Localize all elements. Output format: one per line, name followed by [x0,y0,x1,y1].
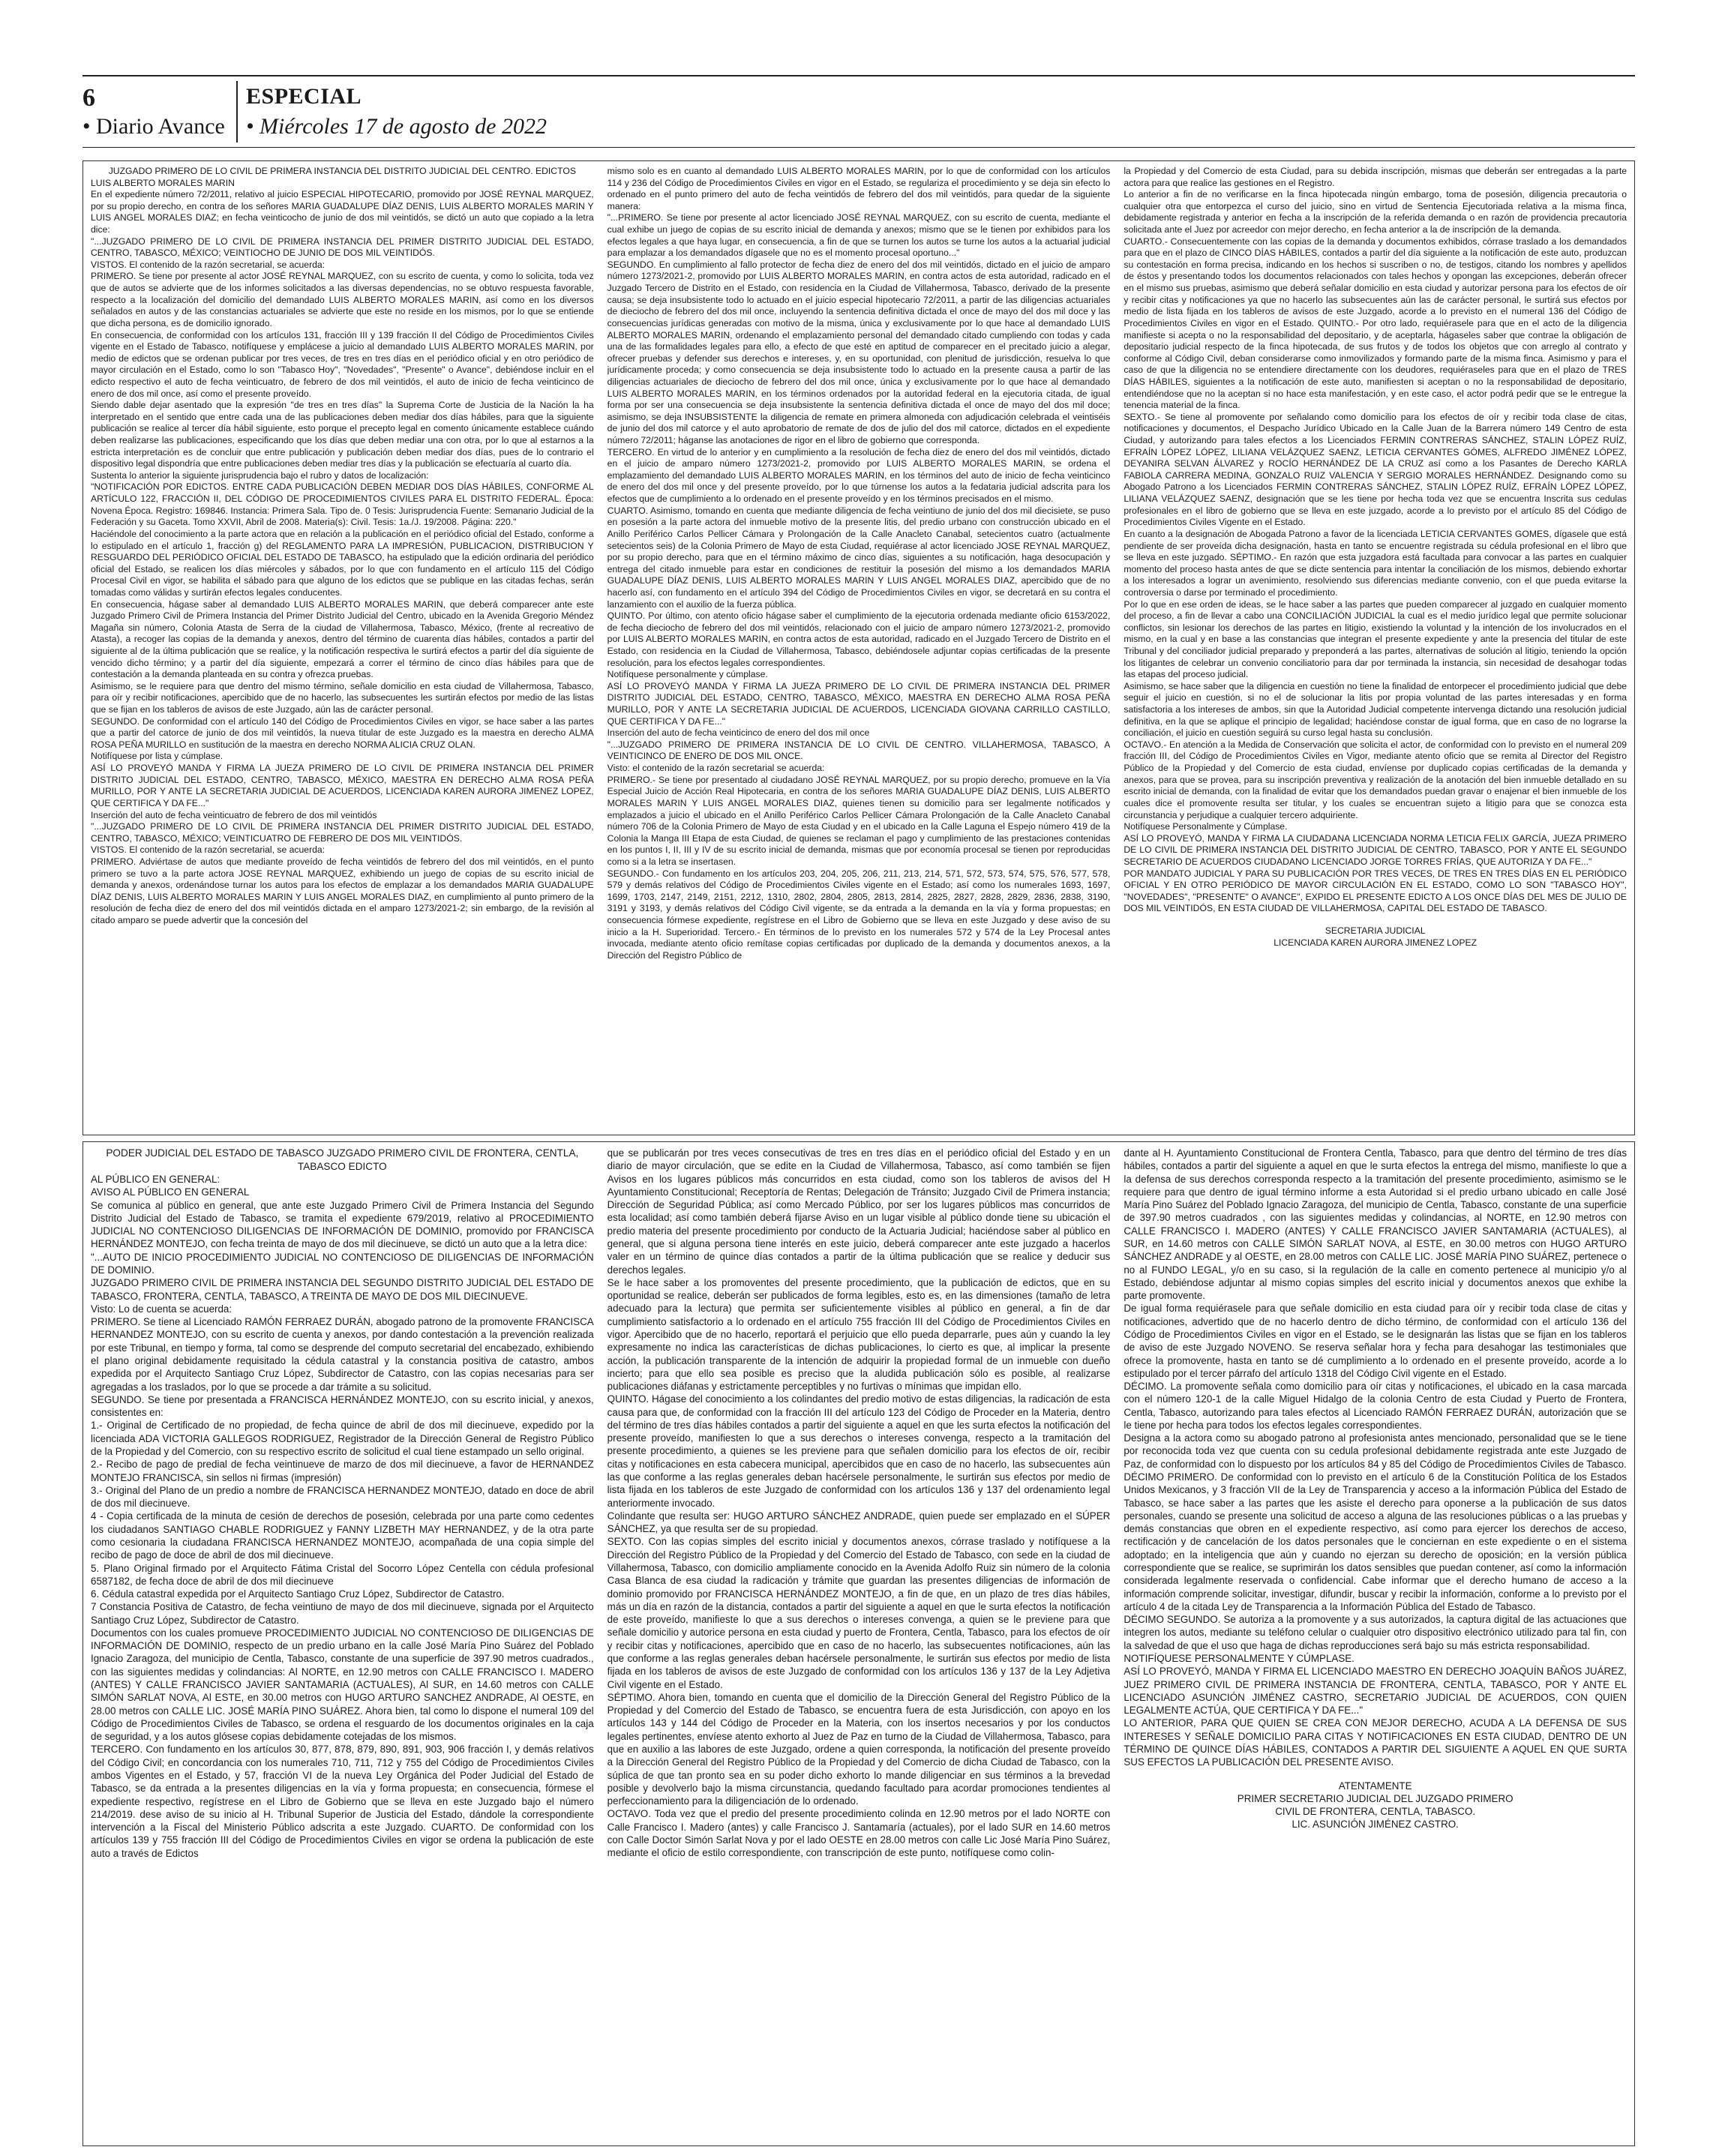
edict-paragraph: DÉCIMO SEGUNDO. Se autoriza a la promovente y a sus autorizados, la captura digital de las actuaciones que integren los autos, mediante su teléfono celular o cualquier otro dispositivo electrónico utilizado para tal fin, con la salvedad de que el uso que haga de dichas reproducciones será bajo su más estricta responsabilidad. [1124,1614,1628,1651]
edict-paragraph: TERCERO. En virtud de lo anterior y en cumplimiento a la resolución de fecha diez de enero del dos mil veintidós, dictado en el juicio de amparo número 1273/2021-2, promovido por LUIS ALBERTO MORALES MARIN, se ordena el emplazamiento del demandado LUIS ALBERTO MORALES MARIN, en los términos del auto de inicio de fecha veinticinco de enero del dos mil once y del presente proveído, por lo que túrnense los autos a la fedataria judicial adscrita para los efectos que de cumplimiento a lo ordenado en el presente proveído y en los términos precisados en el mismo. [607,446,1111,505]
edict-morales-marin [82,160,1635,1135]
edict-paragraph: Inserción del auto de fecha veinticinco de enero del dos mil once [607,727,870,739]
edict-paragraph: Notifíquese personalmente y cúmplase. [607,669,768,680]
edict-paragraph: ASÍ LO PROVEYÓ MANDA Y FIRMA LA JUEZA PRIMERO DE LO CIVIL DE PRIMERA INSTANCIA DEL PRIMER DISTRITO JUDICIAL DEL ESTADO, CENTRO, TABASCO, MÉXICO, MAESTRA EN DERECHO ALMA ROSA PEÑA MURILLO, POR Y ANTE LA SECRETARIA JUDICIAL DE ACUERDOS, LICENCIADA GIOVANA CARRILLO CASTILLO, QUE CERTIFICA Y DA FE..." [607,680,1111,727]
edict-paragraph: JUZGADO PRIMERO CIVIL DE PRIMERA INSTANCIA DEL SEGUNDO DISTRITO JUDICIAL DEL ESTADO DE TABASCO, FRONTERA, CENTLA, TABASCO, A TREINTA DE MAYO DE DOS MIL DIECINUEVE. [91,1277,594,1302]
edict-paragraph: SEGUNDO. En cumplimiento al fallo protector de fecha diez de enero del dos mil veintidós, dictado en el juicio de amparo número 1273/2021-2, promovido por LUIS ALBERTO MORALES MARIN, en contra actos de esta autoridad, radicado en el Juzgado Tercero de Distrito en el Estado, con residencia en la Ciudad de Villahermosa, Tabasco, derivado de la presente causa; se deja insubsistente todo lo actuado en el juicio especial hipotecario 72/2011, a partir de las diligencias actuariales de dieciocho de febrero del dos mil once, incluyendo la sentencia definitiva dictada el once de mayo del dos mil doce y las consecuencias jurídicas generadas con motivo de la misma, única y exclusivamente por lo que hace al demandado LUIS ALBERTO MORALES MARIN, ordenando el emplazamiento personal del demandado citado cumpliendo con todas y cada una de las formalidades legales para ello, a efecto de que esté en aptitud de comparecer en el precitado juicio a alegar, ofrecer pruebas y defender sus derechos e intereses, y, en su oportunidad, con plenitud de jurisdicción, resuelva lo que jurídicamente proceda; y como consecuencia se deja insubsistente todo lo actuado en la presente causa a partir de las diligencias actuariales de dieciocho de febrero del dos mil once, única y exclusivamente por lo que hace al demandado LUIS ALBERTO MORALES MARIN, en los términos ordenados por la autoridad federal en la ejecutoria citada, de igual forma por ser una consecuencia se deja insubsistente la sentencia definitiva dictada el once de mayo del dos mil doce; asimismo, se deja INSUBSISTENTE la diligencia de remate en primera almoneda con adjudicación celebrada el veintiséis de junio del dos mil catorce y el auto aprobatorio de remate de dos de julio del dos mil catorce, dictados en el expediente número 72/2011; háganse las anotaciones de rigor en el libro de gobierno que corresponda. [607,259,1111,446]
edict-bottom-column-1 [91,1147,594,2141]
signature-block [1124,1780,1627,1831]
edict-top-column-1 [91,166,594,1130]
edict-paragraph: Documentos con los cuales promueve PROCEDIMIENTO JUDICIAL NO CONTENCIOSO DE DILIGENCIAS DE INFORMACIÓN DE DOMINIO, respecto de un predio urbano en la calle José María Pino Suárez del Poblado Ignacio Zaragoza, del municipio de Centla, Tabasco, constante de una superficie de 397.90 metros cuadrados., con las siguientes medidas y colindancias: Al NORTE, en 12.90 metros con CALLE FRANCISCO I. MADERO (ANTES) Y CALLE FRANCISCO JAVIER SANTAMARIA (ACTUALES), Al SUR, en 14.60 metros con CALLE SIMÓN SARLAT NOVA, Al ESTE, en 30.00 metros con HUGO ARTURO SANCHEZ ANDRADE, Al OESTE, en 28.00 metros con CALLE LIC. JOSÉ MARÍA PINO SUÁREZ. Ahora bien, tal como lo dispone el numeral 109 del Código de Procedimientos Civiles de Tabasco, se ordena el resguardo de los documentos originales en la caja de seguridad, y a los autos glósese copias debidamente cotejadas de los mismos. [91,1627,594,1743]
edict-heading: PODER JUDICIAL DEL ESTADO DE TABASCO JUZGADO PRIMERO CIVIL DE FRONTERA, CENTLA, TABASCO EDICTO [106,1147,579,1172]
edict-paragraph: 2.- Recibo de pago de predial de fecha veintinueve de marzo de dos mil diecinueve, a favor de HERNANDEZ MONTEJO FRANCISCA, sin sellos ni firmas (impresión) [91,1459,594,1483]
edict-paragraph: "...JUZGADO PRIMERO DE LO CIVIL DE PRIMERA INSTANCIA DEL PRIMER DISTRITO JUDICIAL DEL ESTADO, CENTRO, TABASCO, MÉXICO; VEINTIOCHO DE JUNIO DE DOS MIL VEINTIDÓS. [91,235,594,259]
edict-paragraph: TERCERO. Con fundamento en los artículos 30, 877, 878, 879, 890, 891, 903, 906 fracción I, y demás relativos del Código Civil; en concordancia con los numerales 710, 711, 712 y 755 del Código de Procedimientos Civiles ambos Vigentes en el Estado, y 57, fracción VI de la nueva Ley Orgánica del Poder Judicial del Estado de Tabasco, se da entrada a la presentes diligencias en la vía y forma propuesta; en consecuencia, fórmese el expediente respectivo, regístrese en el Libro de Gobierno que se lleva en este Juzgado bajo el número 214/2019. dese aviso de su inicio al H. Tribunal Superior de Justicia del Estado, dándole la correspondiente intervención a la Fiscal del Ministerio Público adscrita a este Juzgado. CUARTO. De conformidad con los artículos 139 y 755 fracción III del Código de Procedimientos Civiles en vigor se ordena la publicación de este auto a través de Edictos [91,1744,594,1859]
edict-paragraph: "...PRIMERO. Se tiene por presente al actor licenciado JOSÉ REYNAL MARQUEZ, con su escrito de cuenta, mediante el cual exhibe un juego de copias de su escrito inicial de demanda y anexos; mismo que se le tienen por exhibidos para los efectos legales a que haya lugar, en consecuencia, a fin de que se turnen los autos se turne los autos a la actuarial judicial para emplazar a los demandados dígasele que no es el momento procesal oportuno..." [607,212,1111,259]
edict-paragraph: SEGUNDO. Se tiene por presentada a FRANCISCA HERNÁNDEZ MONTEJO, con su escrito inicial, y anexos, consistentes en: [91,1393,594,1419]
edict-paragraph: Asimismo, se le requiere para que dentro del mismo término, señale domicilio en esta ciudad de Villahermosa, Tabasco, para oír y recibir notificaciones, apercibido que de no hacerlo, las subsecuentes les surtirán efectos por medio de las listas que se fijan en los tableros de avisos de este Juzgado, aún las de carácter personal. [91,680,594,715]
edict-paragraph: Designa a la actora como su abogado patrono al profesionista antes mencionado, personalidad que se le tiene por reconocida toda vez que cuenta con su cedula profesional debidamente registrada ante este Juzgado de Paz, de conformidad con lo dispuesto por los artículos 84 y 85 del Código de Procedimientos Civiles de Tabasco. [1124,1432,1628,1470]
edict-paragraph: DÉCIMO PRIMERO. De conformidad con lo previsto en el artículo 6 de la Constitución Política de los Estados Unidos Mexicanos, y 3 fracción VII de la Ley de Transparencia y acceso a la información Pública del Estado de Tabasco, se hace saber a las partes que les asiste el derecho para oponerse a la publicación de sus datos personales, cuando se presente una solicitud de acceso a alguna de las resoluciones públicas o a las pruebas y demás constancias que obren en el expediente respectivo, así como para ejercer los derechos de acceso, rectificación y de cancelación de los datos personales que le conciernan en este expediente o en el sistema adoptado; en la inteligencia que aún y cuando no ejerzan su derecho de oposición; en la versión pública correspondiente que se realice, se suprimirán los datos sensibles que puedan contener, así como la información considerada legalmente reservada o confidencial. Cabe informar que el derecho humano de acceso a la información comprende solicitar, investigar, difundir, buscar y recibir la información, conforme a lo previsto por el artículo 4 de la citada Ley de Transparencia a la Información Pública del Estado de Tabasco. [1124,1471,1628,1612]
edict-paragraph: En cuanto a la designación de Abogada Patrono a favor de la licenciada LETICIA CERVANTES GOMES, dígasele que está pendiente de ser proveída dicha designación, hasta en tanto se encuentre registrada su cédula profesional en el libro que se lleva en este juzgado. SÉPTIMO.- En razón que esta juzgadora está facultada para convocar a las partes en cualquier momento del proceso hasta antes de que se dicte sentencia para intentar la conciliación de los mismos, debiendo exhortar a los interesados a lograr un avenimiento, resolviendo sus diferencias mediante convenio, con el que pueda evitarse la controversia o darse por terminado el procedimiento. [1124,528,1628,598]
edict-paragraph: POR MANDATO JUDICIAL Y PARA SU PUBLICACIÓN POR TRES VECES, DE TRES EN TRES DÍAS EN EL PERIÓDICO OFICIAL Y EN OTRO PERIÓDICO DE MAYOR CIRCULACIÓN EN EL ESTADO, COMO LO SON "TABASCO HOY", "NOVEDADES", "PRESENTE" O AVANCE", EXPIDO EL PRESENTE EDICTO A LOS ONCE DÍAS DEL MES DE JULIO DE DOS MIL VEINTIDÓS, EN ESTA CIUDAD DE VILLAHERMOSA, CAPITAL DEL ESTADO DE TABASCO. [1124,868,1628,914]
page-number: 6 [82,84,95,112]
newspaper-name: • Diario Avance [82,114,225,139]
page-header [82,75,1635,150]
edict-paragraph: 5. Plano Original firmado por el Arquitecto Fátima Cristal del Socorro López Centella con cédula profesional 6587182, de fecha doce de abril de dos mil diecinueve [91,1562,594,1587]
edict-paragraph: 7 Constancia Positiva de Catastro, de fecha veintiuno de mayo de dos mil diecinueve, signada por el Arquitecto Santiago Cruz López, Subdirector de Catastro. [91,1601,594,1626]
edict-paragraph: SEXTO. Con las copias simples del escrito inicial y documentos anexos, córrase traslado y notifíquese a la Dirección del Registro Público de la Propiedad y del Comercio del Estado de Tabasco, con sede en la ciudad de Villahermosa, Tabasco, con domicilio ampliamente conocido en la Avenida Adolfo Ruiz sin número de la colonia Casa Blanca de esa ciudad la radicación y trámite que guardan las presentes diligencias de información de dominio promovido por FRANCISCA HERNÁNDEZ MONTEJO, a fin de que, en un plazo de tres días hábiles, más un día en razón de la distancia, contados a partir del siguiente a aquel en que le surta efectos la notificación de este proveído, manifieste lo que a sus derechos o intereses convenga, a quien se le previene para que señale domicilio y autorice persona en esta ciudad y puerto de Frontera, Centla, Tabasco, para los efectos de oír y recibir citas y notificaciones, apercibido que en caso de no hacerlo, las subsecuentes notificaciones, aún las que conforme a las reglas generales deban hacérsele personalmente, le surtirán sus efectos por medio de lista fijada en los tableros de avisos de este Juzgado de conformidad con los artículos 136 y 137 de la Ley Adjetiva Civil vigente en el Estado. [607,1536,1111,1690]
signature-line: CIVIL DE FRONTERA, CENTLA, TABASCO. [1275,1806,1476,1818]
edict-paragraph: mismo solo es en cuanto al demandado LUIS ALBERTO MORALES MARIN, por lo que de conformidad con los artículos 114 y 236 del Código de Procedimientos Civiles en vigor en el Estado, se regulariza el procedimiento y se deja sin efecto lo ordenado en el punto primero del auto de fecha veintidós de febrero del dos mil veintidós, para quedar de la siguiente manera: [607,166,1111,211]
edict-paragraph: Sustenta lo anterior la siguiente jurisprudencia bajo el rubro y datos de localización: [91,469,429,481]
edict-paragraph: ASÍ LO PROVEYÓ MANDA Y FIRMA LA JUEZA PRIMERO DE LO CIVIL DE PRIMERA INSTANCIA DEL PRIMER DISTRITO JUDICIAL DEL ESTADO, CENTRO, TABASCO, MÉXICO, MAESTRA EN DERECHO ALMA ROSA PEÑA MURILLO, POR Y ANTE LA SECRETARIA JUDICIAL DE ACUERDOS, LICENCIADA KAREN AURORA JIMENEZ LOPEZ, QUE CERTIFICA Y DA FE..." [91,763,594,808]
header-top-rule [82,75,1635,76]
edict-paragraph: 4 - Copia certificada de la minuta de cesión de derechos de posesión, celebrada por una parte como cedentes los ciudadanos SANTIAGO CHABLE RODRIGUEZ y FANNY LIZBETH MAY HERNANDEZ, y de la otra parte como cesionaria la ciudadana FRANCISCA HERNANDEZ MONTEJO, acompañada de una copia simple del recibo de pago de doce de abril de dos mil diecinueve. [91,1510,594,1561]
edict-paragraph: 1.- Original de Certificado de no propiedad, de fecha quince de abril de dos mil diecinueve, expedido por la licenciada ADA VICTORIA GALLEGOS RODRIGUEZ, Registrador de la Dirección General de Registro Público de la Propiedad y del Comercio, con su respectivo escrito de solicitud el cual tiene estampado un sello original. [91,1420,594,1457]
edict-paragraph: Siendo dable dejar asentado que la expresión "de tres en tres días" la Suprema Corte de Justicia de la Nación la ha interpretado en el sentido que entre cada una de las publicaciones deben mediar dos días hábiles, para que la siguiente publicación se realice al tercer día hábil siguiente, esto porque el precepto legal en comento únicamente establece cuándo deben realizarse las publicaciones, especificando que los días que deben mediar una con otra, por lo que al estarnos a la estricta interpretación es de concluir que entre publicación y publicación deben mediar dos días, pues de lo contrario el dispositivo legal dispondría que entre publicaciones deben mediar tres días y la publicación se efectuaría al cuarto día. [91,400,594,469]
edict-bottom-column-3 [1124,1147,1627,2141]
edict-paragraph: "...AUTO DE INICIO PROCEDIMIENTO JUDICIAL NO CONTENCIOSO DE DILIGENCIAS DE INFORMACIÓN DE DOMINIO. [91,1251,594,1276]
edict-paragraph: CUARTO. Asimismo, tomando en cuenta que mediante diligencia de fecha veintiuno de junio del dos mil diecisiete, se puso en posesión a la parte actora del inmueble motivo de la presente litis, del predio urbano con construcción ubicado en el Anillo Periférico Carlos Pellicer Cámara y Prolongación de la Calle Anacleto Canabal, setecientos cuatro (actualmente setecientos seis) de la Colonia Primero de Mayo de esta Ciudad, requiérase al actor licenciado JOSE REYNAL MARQUEZ, por su propio derecho, para que en el término máximo de cinco días, siguientes a su notificación, haga desocupación y entrega del citado inmueble para estar en condiciones de restituir la posesión del mismo a los demandados MARIA GUADALUPE DÍAZ DENIS, LUIS ALBERTO MORALES MARIN Y LUIS ANGEL MORALES DIAZ, apercibido que de no hacerlo así, con fundamento en el artículo 394 del Código de Procedimientos Civiles en vigor, se decretará en su contra el lanzamiento con el auxilio de la fuerza pública. [607,505,1111,610]
edict-paragraph: De igual forma requiérasele para que señale domicilio en esta ciudad para oír y recibir toda clase de citas y notificaciones, advertido que de no hacerlo dentro de dicho término, de conformidad con el artículo 136 del Código de Procedimientos Civiles en vigor en el Estado, se le designarán las listas que se fijan en los tableros de aviso de este Juzgado NOVENO. Se reserva señalar hora y fecha para desahogar las testimoniales que ofrece la promovente, hasta en tanto se dé cumplimiento a lo ordenado en el presente proveído, acorde a lo estipulado por el tercer párrafo del artículo 1318 del Código Civil vigente en el Estado. [1124,1303,1628,1379]
edict-paragraph: AVISO AL PÚBLICO EN GENERAL [91,1186,250,1198]
edict-paragraph: PRIMERO. Se tiene al Licenciado RAMÓN FERRAEZ DURÁN, abogado patrono de la promovente FRANCISCA HERNANDEZ MONTEJO, con su escrito de cuenta y anexos, por dando contestación a la prevención realizada por este Tribunal, en tiempo y forma, tal como se desprende del computo secretarial del encabezado, exhibiendo el plano original debidamente requisitado la cédula catastral y la constancia positiva de catastro, ambos expedida por el Arquitecto Santiago Cruz López, Subdirector de Catastro, con las copias necesarias para ser agregadas a los traslados, por lo que se procede a dar trámite a su solicitud. [91,1316,594,1393]
edict-paragraph: AL PÚBLICO EN GENERAL: [91,1174,220,1186]
edict-bottom-column-2 [608,1147,1111,2141]
edict-paragraph: dante al H. Ayuntamiento Constitucional de Frontera Centla, Tabasco, para que dentro del término de tres días hábiles, contados a partir del siguiente a aquel en que le surta efectos la entrega del mismo, manifieste lo que a la defensa de sus derechos corresponda respecto a la tramitación del presente procedimiento, asimismo se le requiere para que dentro de igual término informe a esta Autoridad si el predio urbano ubicado en calle José María Pino Suárez del Poblado Ignacio Zaragoza, del municipio de Centla, Tabasco, constante de una superficie de 397.90 metros cuadrados , con las siguientes medidas y colindancias, al NORTE, en 12.90 metros con CALLE FRANCISCO I. MADERO (ANTES) Y CALLE FRANCISCO JAVIER SANTAMARIA (ACTUALES), al SUR, en 14.60 metros con CALLE SIMÓN SARLAT NOVA, al ESTE, en 30.00 metros con HUGO ARTURO SÁNCHEZ ANDRADE y al OESTE, en 28.00 metros con CALLE LIC. JOSÉ MARÍA PINO SUÁREZ, pertenece o no al FUNDO LEGAL, y/o en su caso, si la regulación de la calle en comento pertenece al municipio y/o al Estado, debiéndose adjuntar al mismo copias simples del escrito inicial y documentos anexos que exhibe la parte promovente. [1124,1147,1628,1302]
signature-line: PRIMER SECRETARIO JUDICIAL DEL JUZGADO PRIMERO [1237,1792,1514,1804]
signature-line: LIC. ASUNCIÓN JIMÉNEZ CASTRO. [1292,1819,1459,1831]
signature-line: ATENTAMENTE [1338,1780,1412,1792]
edict-paragraph: 3.- Original del Plano de un predio a nombre de FRANCISCA HERNANDEZ MONTEJO, datado en doce de abril de dos mil diecinueve. [91,1484,594,1510]
edict-paragraph: Se le hace saber a los promoventes del presente procedimiento, que la publicación de edictos, que en su oportunidad se realice, deberán ser publicados de forma legibles, esto es, en las dimensiones (tamaño de letra adecuado para la lectura) que permita ser suficientemente visibles al público en general, a fin de dar cumplimiento satisfactorio a lo ordenado en el artículo 755 fracción III del Código de Procedimientos Civiles en vigor. Apercibido que de no hacerlo, reportará el perjuicio que ello pueda deparrarle, pues aún y cuando la ley expresamente no indica las características de dichas publicaciones, lo cierto es que, al implicar la presente acción, la publicación transparente de la intención de adquirir la propiedad formal de un inmueble con dueño incierto; para que ello sea posible es preciso que la aludida publicación sólo es posible, al realizarse publicaciones diáfanas y estrictamente perceptibles y no furtivas o mínimas que impidan ello. [607,1276,1111,1393]
edict-paragraph: En el expediente número 72/2011, relativo al juicio ESPECIAL HIPOTECARIO, promovido por JOSÉ REYNAL MARQUEZ, por su propio derecho, en contra de los señores MARIA GUADALUPE DÍAZ DENIS, LUIS ALBERTO MORALES MARIN Y LUIS ANGEL MORALES DIAZ; en fecha veinticocho de junio de dos mil veintidós, se dictó un auto que copiado a la letra dice: [91,189,594,235]
edict-paragraph: OCTAVO.- En atención a la Medida de Conservación que solicita el actor, de conformidad con lo previsto en el numeral 209 fracción III, del Código de Procedimientos Civiles en Vigor, mediante atento oficio que se remita al Director del Registro Público de la Propiedad y del Comercio de esta ciudad, envíense por duplicado copias certificadas de la demanda y anexos, para que se provea, para su inscripción preventiva y realización de la anotación del bien inmueble detallado en su escrito inicial de demanda, con la finalidad de evitar que los demandados puedan gravar o enajenar el bien inmueble de los cuales dice el promovente resulta ser titular, y los cuales se encuentran sujeto a litigio para que se conozca esta circunstancia y perjudique a cualquier tercero adquiriente. [1124,739,1628,820]
edict-paragraph: Inserción del auto de fecha veinticuatro de febrero de dos mil veintidós [91,809,377,820]
edict-paragraph: Se comunica al público en general, que ante este Juzgado Primero Civil de Primera Instancia del Segundo Distrito Judicial del Estado de Tabasco, se tramita el expediente 679/2019, relativo al PROCEDIMIENTO JUDICIAL NO CONTENCIOSO DILIGENCIAS DE INFORMACIÓN DE DOMINIO, promovido por FRANCISCA HERNÁNDEZ MONTEJO, con fecha treinta de mayo de dos mil diecinueve, se dictó un auto que a la letra dice: [91,1199,594,1250]
edict-paragraph: En consecuencia, hágase saber al demandado LUIS ALBERTO MORALES MARIN, que deberá comparecer ante este Juzgado Primero Civil de Primera Instancia del Primer Distrito Judicial del Centro, ubicado en la Avenida Gregorio Méndez Magaña sin número, Colonia Atasta de Serra de la ciudad de Villahermosa, Tabasco, México, (frente al recreativo de Atasta), a recoger las copias de la demanda y anexos, dentro del término de cuarenta días hábiles, contados a partir del siguiente al de la última publicación que se realice, y la notificación respectiva le surtirá efectos a partir del día siguiente de vencido dicho término; y a partir del día siguiente, empezará a correr el término de cinco días hábiles para que de contestación a la demanda planteada en su contra y ofrezca pruebas. [91,598,594,680]
signature-line: LICENCIADA KAREN AURORA JIMENEZ LOPEZ [1274,937,1478,948]
edict-paragraph: Colindante que resulta ser: HUGO ARTURO SÁNCHEZ ANDRADE, quien puede ser emplazado en el SÚPER SÁNCHEZ, ya que resulta ser de su propiedad. [607,1510,1111,1535]
edict-paragraph: SEGUNDO.- Con fundamento en los artículos 203, 204, 205, 206, 211, 213, 214, 571, 572, 573, 574, 575, 576, 577, 578, 579 y demás relativos del Código de Procedimientos Civiles vigente en el Estado; así como los numerales 1693, 1697, 1699, 1703, 2147, 2149, 2151, 2212, 1310, 2802, 2804, 2805, 2813, 2814, 2825, 2827, 2828, 2829, 2836, 2838, 3190, 3191 y 3193, y demás relativos del Código Civil vigente, se da entrada a la demanda en la vía y forma propuestas; en consecuencia fórmese expediente, regístrese en el Libro de Gobierno que se lleva en este Juzgado y dese aviso de su inicio a la H. Superioridad. Tercero.- En términos de lo previsto en los numerales 572 y 574 de la Ley Procesal antes invocada, mediante atento oficio remítase copias certificadas por duplicado de la demanda y documentos anexos, a la Dirección del Registro Público de [607,868,1111,961]
edict-heading: JUZGADO PRIMERO DE LO CIVIL DE PRIMERA INSTANCIA DEL DISTRITO JUDICIAL DEL CENTRO. EDICTOS [108,166,576,176]
edict-paragraph: la Propiedad y del Comercio de esta Ciudad, para su debida inscripción, mismas que deberán ser entregadas a la parte actora para que realice las gestiones en el Registro. [1124,166,1628,188]
edict-paragraph: ASÍ LO PROVEYÓ, MANDA Y FIRMA EL LICENCIADO MAESTRO EN DERECHO JOAQUÍN BAÑOS JUÁREZ, JUEZ PRIMERO CIVIL DE PRIMERA INSTANCIA DE FRONTERA, CENTLA, TABASCO, POR Y ANTE EL LICENCIADO ASUNCIÓN JIMÉNEZ CASTRO, SECRETARIO JUDICIAL DE ACUERDOS, CON QUIEN LEGALMENTE ACTÚA, QUE CERTIFICA Y DA FE..." [1124,1666,1628,1717]
edict-paragraph: OCTAVO. Toda vez que el predio del presente procedimiento colinda en 12.90 metros por el lado NORTE con Calle Francisco I. Madero (antes) y calle Francisco J. Santamaría (actuales), por el lado SUR en 14.60 metros con Calle Doctor Simón Sarlat Nova y por el lado OESTE en 28.00 metros con calle Lic José María Pino Suárez, mediante el oficio de estilo correspondiente, con transcripción de este punto, notifíquese como colin- [607,1808,1111,1859]
edict-paragraph: Visto: Lo de cuenta se acuerda: [91,1303,232,1315]
edict-paragraph: QUINTO. Hágase del conocimiento a los colindantes del predio motivo de estas diligencias, la radicación de esta causa para que, de conformidad con la fracción III del artículo 123 del Código de Proceder en la Materia, dentro del término de tres días hábiles contados a partir del siguiente a aquel en que les surta efectos la notificación del presente proveído, manifiesten lo que a sus derechos o intereses convenga, respecto a la tramitación del presente procedimiento, a quienes se les previene para que señalen domicilio para los efectos de oír, recibir citas y notificaciones en esta cabecera municipal, apercibidos que en caso de no hacerlo, las subsecuentes aún las que conforme a las reglas generales deban hacérsele personalmente, le surtirán sus efectos por medio de lista fijada en los tableros de este Juzgado de conformidad con los artículos 136 y 137 del ordenamiento legal anteriormente invocado. [607,1393,1111,1509]
edict-paragraph: CUARTO.- Consecuentemente con las copias de la demanda y documentos exhibidos, córrase traslado a los demandados para que en el plazo de CINCO DÍAS HÁBILES, contados a partir del día siguiente a la notificación de este auto, produzcan su contestación en forma precisa, indicando en los hechos si suscriben o no, de testigos, citando los nombres y apellidos de éstos y presentando todos los documentos relacionados con tales hechos y opongan las excepciones, deberán ofrecer en el mismo sus pruebas, asimismo que deberá señalar domicilio en esta ciudad y autorizar persona para los efectos de oír y recibir citas y notificaciones ya que no hacerlo las subsecuentes aún las de carácter personal, le surtirá sus efectos por medio de lista fijada en los tableros de avisos de este Juzgado, acorde a lo previsto en el numeral 136 del Código de Procedimientos Civiles en vigor en el Estado. QUINTO.- Por otro lado, requiérasele para que en el acto de la diligencia manifieste si acepta o no la responsabilidad del depositario, y de aceptarla, hágaseles saber que contrae la obligación de depositario judicial respecto de la finca hipotecada, de sus frutos y de todos los objetos que con arreglo al contrato y conforme al Código Civil, deban considerarse como inmovilizados y formando parte de la misma finca. Asimismo y para el caso de que la diligencia no se entendiere directamente con los deudores, requiéraseles para que en el plazo de TRES DÍAS HÁBILES, siguientes a la notificación de este auto, manifiesten si aceptan o no la responsabilidad de depositario, entendiéndose que no la aceptan si no hace esta manifestación, y en este caso, el actor podrá pedir que se le entregue la tenencia material de la finca. [1124,235,1628,411]
edict-paragraph: PRIMERO. Adviértase de autos que mediante proveído de fecha veintidós de febrero del dos mil veintidós, en el punto primero se tuvo a la parte actora JOSE REYNAL MARQUEZ, exhibiendo un juego de copias de su escrito inicial de demanda y anexos, ordenándose turnar los autos para los efectos de emplazar a los demandados MARIA GUADALUPE DÍAZ DENIS, LUIS ALBERTO MORALES MARIN Y LUIS ANGEL MORALES DIAZ, en cumplimiento al punto primero de la resolución de fecha diez de enero del dos mil veintidós dictada en el amparo 1273/2021-2; sin embargo, de la revisión al citado amparo se puede advertir que la concesión del [91,856,594,925]
issue-date: • Miércoles 17 de agosto de 2022 [246,114,547,139]
edict-paragraph: SÉPTIMO. Ahora bien, tomando en cuenta que el domicilio de la Dirección General del Registro Público de la Propiedad y del Comercio del Estado de Tabasco, se encuentra fuera de esta Jurisdicción, con apoyo en los artículos 143 y 144 del Código de Proceder en la Materia, con los insertos necesarios y por los conductos legales pertinentes, envíese atento exhorto al Juez de Paz en turno de la Ciudad de Villahermosa, Tabasco, para que en auxilio a las labores de este Juzgado, ordene a quien corresponda, la notificación del presente proveído a la Dirección General del Registro Público de la Propiedad y del Comercio de dicha Ciudad de Tabasco, con la súplica de que tan pronto sea en su poder dicho exhorto lo mande diligenciar en sus términos a la brevedad posible y devolverlo bajo la misma circunstancia, quedando facultado para acordar promociones tendientes al perfeccionamiento para la diligenciación de lo ordenado. [607,1691,1111,1807]
edict-paragraph: "...JUZGADO PRIMERO DE LO CIVIL DE PRIMERA INSTANCIA DEL PRIMER DISTRITO JUDICIAL DEL ESTADO, CENTRO, TABASCO, MÉXICO; VEINTICUATRO DE FEBRERO DE DOS MIL VEINTIDÓS. [91,821,594,844]
edict-hernandez-montejo [82,1141,1635,2146]
header-divider [236,81,238,142]
header-bottom-rule [82,147,1635,148]
edict-paragraph: "...JUZGADO PRIMERO DE PRIMERA INSTANCIA DE LO CIVIL DE CENTRO. VILLAHERMOSA, TABASCO, A VEINTICINCO DE ENERO DE DOS MIL ONCE. [607,739,1111,762]
edict-paragraph: Por lo que en ese orden de ideas, se le hace saber a las partes que pueden comparecer al juzgado en cualquier momento del proceso, a fin de llevar a cabo una CONCILIACIÓN JUDICIAL la cual es el medio jurídico legal que permite solucionar conflictos, sin lesionar los derechos de las partes en litigio, existiendo la voluntad y la intención de los involucrados en el mismo, en la cual y en base a las constancias que integran el presente expediente y ante la presencia del titular de este Tribunal y del conciliador judicial preparado y preponderá a las partes, alternativas de solución al litigio, teniendo la opción los litigantes de celebrar un convenio conciliatorio para dar por terminada la instancia, sin necesidad de desahogar todas las etapas del proceso judicial. [1124,598,1628,680]
edict-paragraph: Asimismo, se hace saber que la diligencia en cuestión no tiene la finalidad de entorpecer el procedimiento judicial que debe seguir el juicio en cuestión, si no el de solucionar la litis por propia voluntad de las partes interesadas y en forma satisfactoria a los intereses de ambos, sin que la Autoridad Judicial competente intervenga dictando una resolución judicial definitiva, en la que se aplique el principio de legalidad; haciéndose constar de igual forma, que en caso de no lograrse la conciliación, el juicio en cuestión seguirá su curso legal hasta su conclusión. [1124,680,1628,739]
section-title: ESPECIAL [246,84,362,109]
edict-paragraph: Notifíquese por lista y cúmplase. [91,751,224,762]
edict-paragraph: SEXTO.- Se tiene al promovente por señalando como domicilio para los efectos de oír y recibir toda clase de citas, notificaciones y documentos, el Despacho Jurídico Ubicado en la Calle Juan de la Barrera número 149 Centro de esta Ciudad, y autorizando para tales efectos a los Licenciados FERMIN CONTRERAS SÁNCHEZ, STALIN LÓPEZ RUÍZ, EFRAÍN LÓPEZ LÓPEZ, LILIANA VELÁZQUEZ SAENZ, LETICIA CERVANTES GÓMES, ALFREDO JIMÉNEZ LÓPEZ, DEYANIRA SELVAN ÁLVAREZ y ROCÍO HERNÁNDEZ DE LA CRUZ así como a los Pasantes de Derecho KARLA FABIOLA CARRERA MEDINA, GONZALO RUIZ VALENCIA Y SERGIO MORALES HERNÁNDEZ. Designando como su Abogado Patrono a los Licenciados FERMIN CONTRERAS SÁNCHEZ, STALIN LÓPEZ RUÍZ, EFRAÍN LÓPEZ LÓPEZ, LILIANA VELÁZQUEZ SAENZ, designación que se les tiene por hecha toda vez que se encuentra Inscrita sus cedulas profesionales en el libro de gobierno que se lleva en este juzgado, acorde a lo previsto por el artículo 85 del Código de Procedimientos Civiles Vigente en el Estado. [1124,411,1628,528]
edict-paragraph: QUINTO. Por último, con atento oficio hágase saber el cumplimiento de la ejecutoria ordenada mediante oficio 6153/2022, de fecha dieciocho de febrero del dos mil veintidós, relacionado con el juicio de amparo número 1273/2021-2, promovido por LUIS ALBERTO MORALES MARIN, en contra actos de esta autoridad, radicado en el Juzgado Tercero de Distrito en el Estado, con residencia en la Ciudad de Villahermosa, Tabasco, debiéndosele adjuntar copias certificadas de la presente resolución, para los efectos legales correspondientes. [607,610,1111,668]
edict-paragraph: SEGUNDO. De conformidad con el artículo 140 del Código de Procedimientos Civiles en vigor, se hace saber a las partes que a partir del catorce de junio de dos mil veintidós, la nueva titular de este Juzgado es la maestra en derecho ALMA ROSA PEÑA MURILLO en sustitución de la maestra en derecho NORMA ALICIA CRUZ OLAN. [91,715,594,750]
edict-paragraph: LO ANTERIOR, PARA QUE QUIEN SE CREA CON MEJOR DERECHO, ACUDA A LA DEFENSA DE SUS INTERESES Y SEÑALE DOMICILIO PARA CITAS Y NOTIFICACIONES EN ESTA CIUDAD, DENTRO DE UN TÉRMINO DE QUINCE DÍAS HÁBILES, CONTADOS A PARTIR DEL SIGUIENTE A AQUEL EN QUE SURTA SUS EFECTOS LA PUBLICACIÓN DEL PRESENTE AVISO. [1124,1717,1628,1768]
edict-paragraph: Haciéndole del conocimiento a la parte actora que en relación a la publicación en el periódico oficial del Estado, conforme a lo estipulado en el artículo 1, fracción g) del REGLAMENTO PARA LA IMPRESIÓN, PUBLICACION, DISTRIBUCION Y RESGUARDO DEL PERIÓDICO OFICIAL DEL ESTADO DE TABASCO, ha estipulado que la edición ordinaria del periódico oficial del Estado, se realicen los días miércoles y sábados, por lo que con fundamento en el artículo 115 del Código Procesal Civil en vigor, se habilita el sábado para que alguno de los edictos que se publique en las citadas fechas, serán tomadas como válidas y surtirán efectos legales conducentes. [91,528,594,598]
edict-paragraph: Lo anterior a fin de no verificarse en la finca hipotecada ningún embargo, toma de posesión, diligencia precautoria o cualquier otra que entorpezca el curso del juicio, sino en virtud de Sentencia Ejecutoriada relativa a la misma finca, debidamente registrada y anterior en fecha a la inscripción de la referida demanda o en razón de providencia precautoria solicitada ante el Juez por acreedor con mejor derecho, en fecha anterior a la de inscripción de la demanda. [1124,189,1628,235]
edict-top-column-2 [608,166,1111,1130]
edict-paragraph: Visto: el contenido de la razón secretarial se acuerda: [607,763,825,774]
edict-paragraph: 6. Cédula catastral expedida por el Arquitecto Santiago Cruz López, Subdirector de Catastro. [91,1588,505,1600]
signature-block [1124,925,1627,949]
edict-paragraph: LUIS ALBERTO MORALES MARIN [91,177,235,188]
edict-paragraph: ASÍ LO PROVEYÓ, MANDA Y FIRMA LA CIUDADANA LICENCIADA NORMA LETICIA FELIX GARCÍA, JUEZA PRIMERO DE LO CIVIL DE PRIMERA INSTANCIA DEL DISTRITO JUDICIAL DE CENTRO, TABASCO, POR Y ANTE EL SEGUNDO SECRETARIO DE ACUERDOS CIUDADANO LICENCIADO JORGE TORRES FRÍAS, QUE AUTORIZA Y DA FE..." [1124,832,1628,867]
signature-line: SECRETARIA JUDICIAL [1324,925,1426,936]
edict-top-column-3 [1124,166,1627,1130]
edict-paragraph: VISTOS. El contenido de la razón secretarial, se acuerda: [91,259,326,270]
edict-paragraph: NOTIFÍQUESE PERSONALMENTE Y CÚMPLASE. [1124,1652,1354,1664]
edict-paragraph: que se publicarán por tres veces consecutivas de tres en tres días en el periódico oficial del Estado y en un diario de mayor circulación, que se edite en la Ciudad de Villahermosa, Tabasco, así como también se fijen Avisos en los lugares públicos más concurridos en esta ciudad, como son los tableros de avisos del H Ayuntamiento Constitucional; Receptoría de Rentas; Delegación de Tránsito; Juzgado Civil de Primera instancia; Dirección de Seguridad Pública; así como Mercado Público, por ser los lugares públicos mas concurridos de esta localidad; así como también deberá fijarse Aviso en un lugar visible al público donde tiene su ubicación el predio materia del presente procedimiento por conducto de la Actuaria Judicial; haciéndose saber al público en general, que si alguna persona tiene interés en este juicio, deberá comparecer ante este juzgado a hacerlos valer en un término de quince días contados a partir de la última publicación que se realice y deducir sus derechos legales. [607,1147,1111,1276]
edict-paragraph: PRIMERO. Se tiene por presente al actor JOSÉ REYNAL MARQUEZ, con su escrito de cuenta, y como lo solicita, toda vez que de autos se advierte que de los informes solicitados a las diversas dependencias, no se obtuvo respuesta favorable, respecto a la localización del domicilio del demandado LUIS ALBERTO MORALES MARIN, así como en los diversos señalados en autos y de las constancias actuariales se advierte que este no reside en los mismos, por lo que se entiende que dicha persona, es de domicilio ignorado. [91,271,594,328]
edict-paragraph: Notifíquese Personalmente y Cúmplase. [1124,821,1288,832]
edict-paragraph: PRIMERO.- Se tiene por presentado al ciudadano JOSÉ REYNAL MARQUEZ, por su propio derecho, promueve en la Vía Especial Juicio de Acción Real Hipotecaria, en contra de los señores MARIA GUADALUPE DÍAZ DENIS, LUIS ALBERTO MORALES MARIN Y LUIS ANGEL MORALES DIAZ, quienes tienen su domicilio para ser legalmente notificados y emplazados a juicio el ubicado en el Anillo Periférico Carlos Pellicer Cámara Prolongación de la Calle Anacleto Canabal número 706 de la Colonia Primero de Mayo de esta Ciudad y en el ubicado en la Calle Laguna el Espejo número 419 de la Colonia la Manga III Etapa de esta Ciudad, de quienes se reclaman el pago y cumplimiento de las prestaciones contenidas en los puntos I, II, III y IV de su escrito inicial de demanda, mismas que por economía procesal se tienen por reproducidas como si a la letra se insertasen. [607,774,1111,867]
edict-paragraph: En consecuencia, de conformidad con los artículos 131, fracción III y 139 fracción II del Código de Procedimientos Civiles vigente en el Estado de Tabasco, notifíquese y emplácese a juicio al demandado LUIS ALBERTO MORALES MARIN, por medio de edictos que se ordenan publicar por tres veces, de tres en tres días en el periódico oficial y en otro periódico de mayor circulación en el Estado, como lo son "Tabasco Hoy", "Novedades", "Presente" o Avance", debiéndose incluir en el edicto respectivo el auto de fecha veinticuatro, de febrero de dos mil veintidós, el auto de inicio de fecha veinticinco de enero de dos mil once, así como el presente proveído. [91,329,594,399]
edict-paragraph: VISTOS. El contenido de la razón secretarial, se acuerda: [91,844,326,856]
edict-paragraph: DÉCIMO. La promovente señala como domicilio para oír citas y notificaciones, el ubicado en la casa marcada con el número 120-1 de la calle Miguel Hidalgo de la colonia Centro de esta Ciudad y Puerto de Frontera, Centla, Tabasco, autorizando para tales efectos al Licenciado RAMÓN FERRAEZ DURÁN, autorización que se le tiene por hecha para todos los efectos legales correspondientes. [1124,1381,1628,1431]
edict-paragraph: "NOTIFICACIÓN POR EDICTOS. ENTRE CADA PUBLICACIÓN DEBEN MEDIAR DOS DÍAS HÁBILES, CONFORME AL ARTÍCULO 122, FRACCIÓN II, DEL CÓDIGO DE PROCEDIMIENTOS CIVILES PARA EL DISTRITO FEDERAL. Época: Novena Época. Registro: 169846. Instancia: Primera Sala. Tipo de. 0 Tesis: Jurisprudencia Fuente: Semanario Judicial de la Federación y su Gaceta. Tomo XXVII, Abril de 2008. Materia(s): Civil. Tesis: 1a./J. 19/2008. Página: 220." [91,481,594,528]
